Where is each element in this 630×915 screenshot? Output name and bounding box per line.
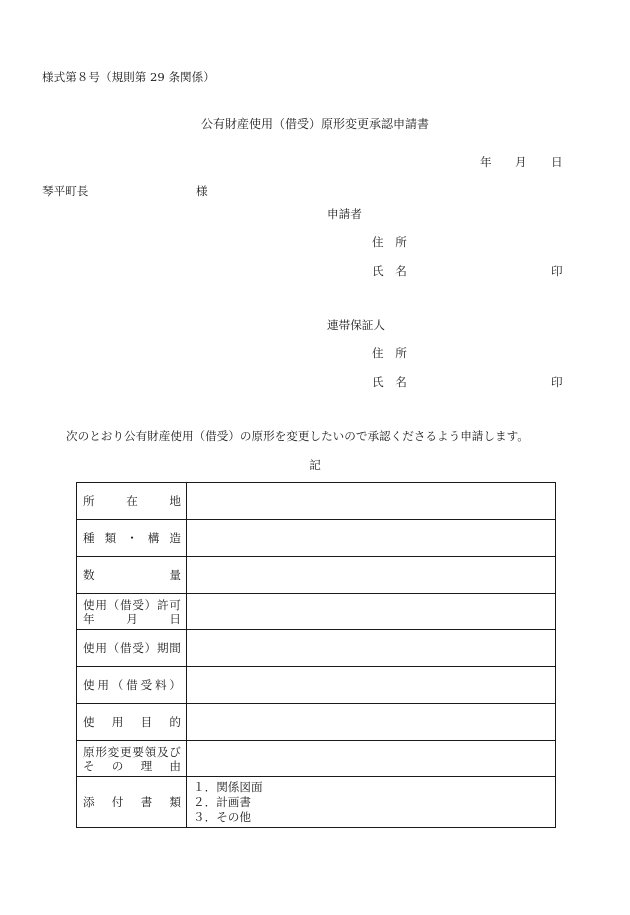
label-char: 領: [144, 744, 157, 759]
row-label: [77, 520, 187, 556]
row-period: [77, 629, 555, 666]
request-statement: 次のとおり公有財産使用（借受）の原形を変更したいので承認くださるよう申請します。: [66, 429, 529, 443]
label-char: 構: [147, 531, 160, 545]
label-line: [83, 759, 181, 773]
row-label: [77, 741, 187, 776]
row-purpose: [77, 703, 555, 740]
label-line: [83, 494, 181, 508]
label-char: 数: [83, 568, 95, 582]
guarantor-address-label: 住 所: [372, 346, 407, 360]
applicant-address-label: 住 所: [372, 235, 407, 249]
label-char: 用: [111, 715, 124, 729]
date-year-label: 年: [480, 155, 492, 169]
label-line: [83, 678, 181, 692]
label-char: 許: [156, 597, 169, 612]
form-number: 様式第８号（規則第 29 条関係）: [42, 70, 215, 84]
value-cell: [187, 483, 555, 519]
label-char: 使: [83, 678, 95, 692]
label-char: 可: [169, 597, 181, 612]
row-attachments: [77, 776, 555, 827]
attachment-item: ２．計画書: [193, 794, 251, 809]
label-char: び: [169, 744, 181, 759]
applicant-seal: 印: [551, 264, 563, 278]
label-line: [83, 568, 181, 582]
label-line: [83, 641, 181, 655]
label-char: 量: [169, 568, 181, 582]
value-cell: [187, 741, 555, 776]
label-char: 所: [83, 494, 95, 508]
attachment-item: ３．その他: [193, 809, 251, 824]
label-char: 料: [154, 678, 167, 692]
label-char: 使: [83, 715, 95, 729]
label-char: そ: [83, 758, 95, 773]
label-char: 理: [140, 758, 153, 773]
label-char: 原: [83, 744, 95, 759]
label-char: 用: [95, 641, 107, 655]
label-char: 類: [104, 531, 117, 545]
form-title: 公有財産使用（借受）原形変更承認申請書: [200, 117, 429, 131]
row-change-reason: [77, 740, 555, 776]
label-char: （: [107, 597, 120, 612]
label-char: 的: [169, 715, 181, 729]
guarantor-seal: 印: [551, 375, 563, 389]
label-char: 形: [95, 744, 107, 759]
applicant-heading: 申請者: [327, 207, 362, 221]
label-line: [83, 745, 181, 759]
date-day-label: 日: [551, 155, 563, 169]
label-char: 造: [169, 531, 181, 545]
label-line: [83, 612, 181, 626]
label-line: [83, 598, 181, 612]
label-char: 在: [126, 494, 138, 508]
label-char: 更: [119, 744, 132, 759]
row-label: [77, 594, 187, 629]
value-cell: [187, 667, 555, 703]
label-char: 添: [83, 795, 95, 809]
label-line: [83, 531, 181, 545]
label-char: 間: [169, 641, 181, 655]
label-char: ・: [126, 531, 138, 545]
row-quantity: [77, 556, 555, 593]
value-cell: [187, 557, 555, 593]
label-char: 月: [126, 611, 138, 626]
label-line: [83, 715, 181, 729]
label-char: 受: [132, 597, 144, 612]
label-char: 及: [156, 744, 169, 759]
date-month-label: 月: [515, 155, 527, 169]
value-cell: [187, 520, 555, 556]
label-char: 変: [107, 744, 120, 759]
label-char: 受: [132, 641, 144, 655]
label-line: [83, 795, 181, 809]
label-char: （: [111, 678, 124, 692]
label-char: 地: [169, 494, 181, 508]
label-char: ）: [144, 641, 157, 655]
details-table: [76, 482, 556, 828]
ki-heading: 記: [309, 458, 321, 472]
row-label: [77, 667, 187, 703]
row-label: [77, 483, 187, 519]
value-cell: [187, 704, 555, 740]
row-type-structure: [77, 519, 555, 556]
label-char: ）: [169, 678, 181, 692]
addressee-honorific: 様: [196, 184, 208, 198]
label-char: 目: [140, 715, 153, 729]
label-char: 年: [83, 611, 95, 626]
row-fee: [77, 666, 555, 703]
label-char: 借: [126, 678, 138, 692]
row-label: [77, 557, 187, 593]
label-char: 書: [140, 795, 153, 809]
label-char: （: [107, 641, 120, 655]
label-char: 使: [83, 597, 95, 612]
attachment-item: １．関係図面: [193, 779, 263, 794]
label-char: 種: [83, 531, 95, 545]
label-char: 用: [95, 597, 107, 612]
row-permit-date: [77, 593, 555, 629]
label-char: 期: [156, 641, 169, 655]
label-char: 受: [140, 678, 153, 692]
label-char: 由: [169, 758, 181, 773]
row-location: [77, 483, 555, 519]
label-char: 借: [119, 641, 132, 655]
label-char: 用: [97, 678, 109, 692]
label-char: 使: [83, 641, 95, 655]
value-cell: [187, 630, 555, 666]
row-label: [77, 704, 187, 740]
label-char: 要: [132, 744, 144, 759]
value-cell: [187, 594, 555, 629]
label-char: 付: [111, 795, 124, 809]
label-char: ）: [144, 597, 157, 612]
addressee-name: 琴平町長: [42, 184, 89, 198]
label-char: 借: [119, 597, 132, 612]
row-label: [77, 630, 187, 666]
guarantor-name-label: 氏 名: [372, 375, 407, 389]
row-label: [77, 777, 187, 827]
guarantor-heading: 連帯保証人: [327, 318, 385, 332]
label-char: 日: [169, 611, 181, 626]
label-char: の: [111, 758, 124, 773]
attachments-list: [187, 777, 555, 827]
applicant-name-label: 氏 名: [372, 264, 407, 278]
label-char: 類: [169, 795, 181, 809]
